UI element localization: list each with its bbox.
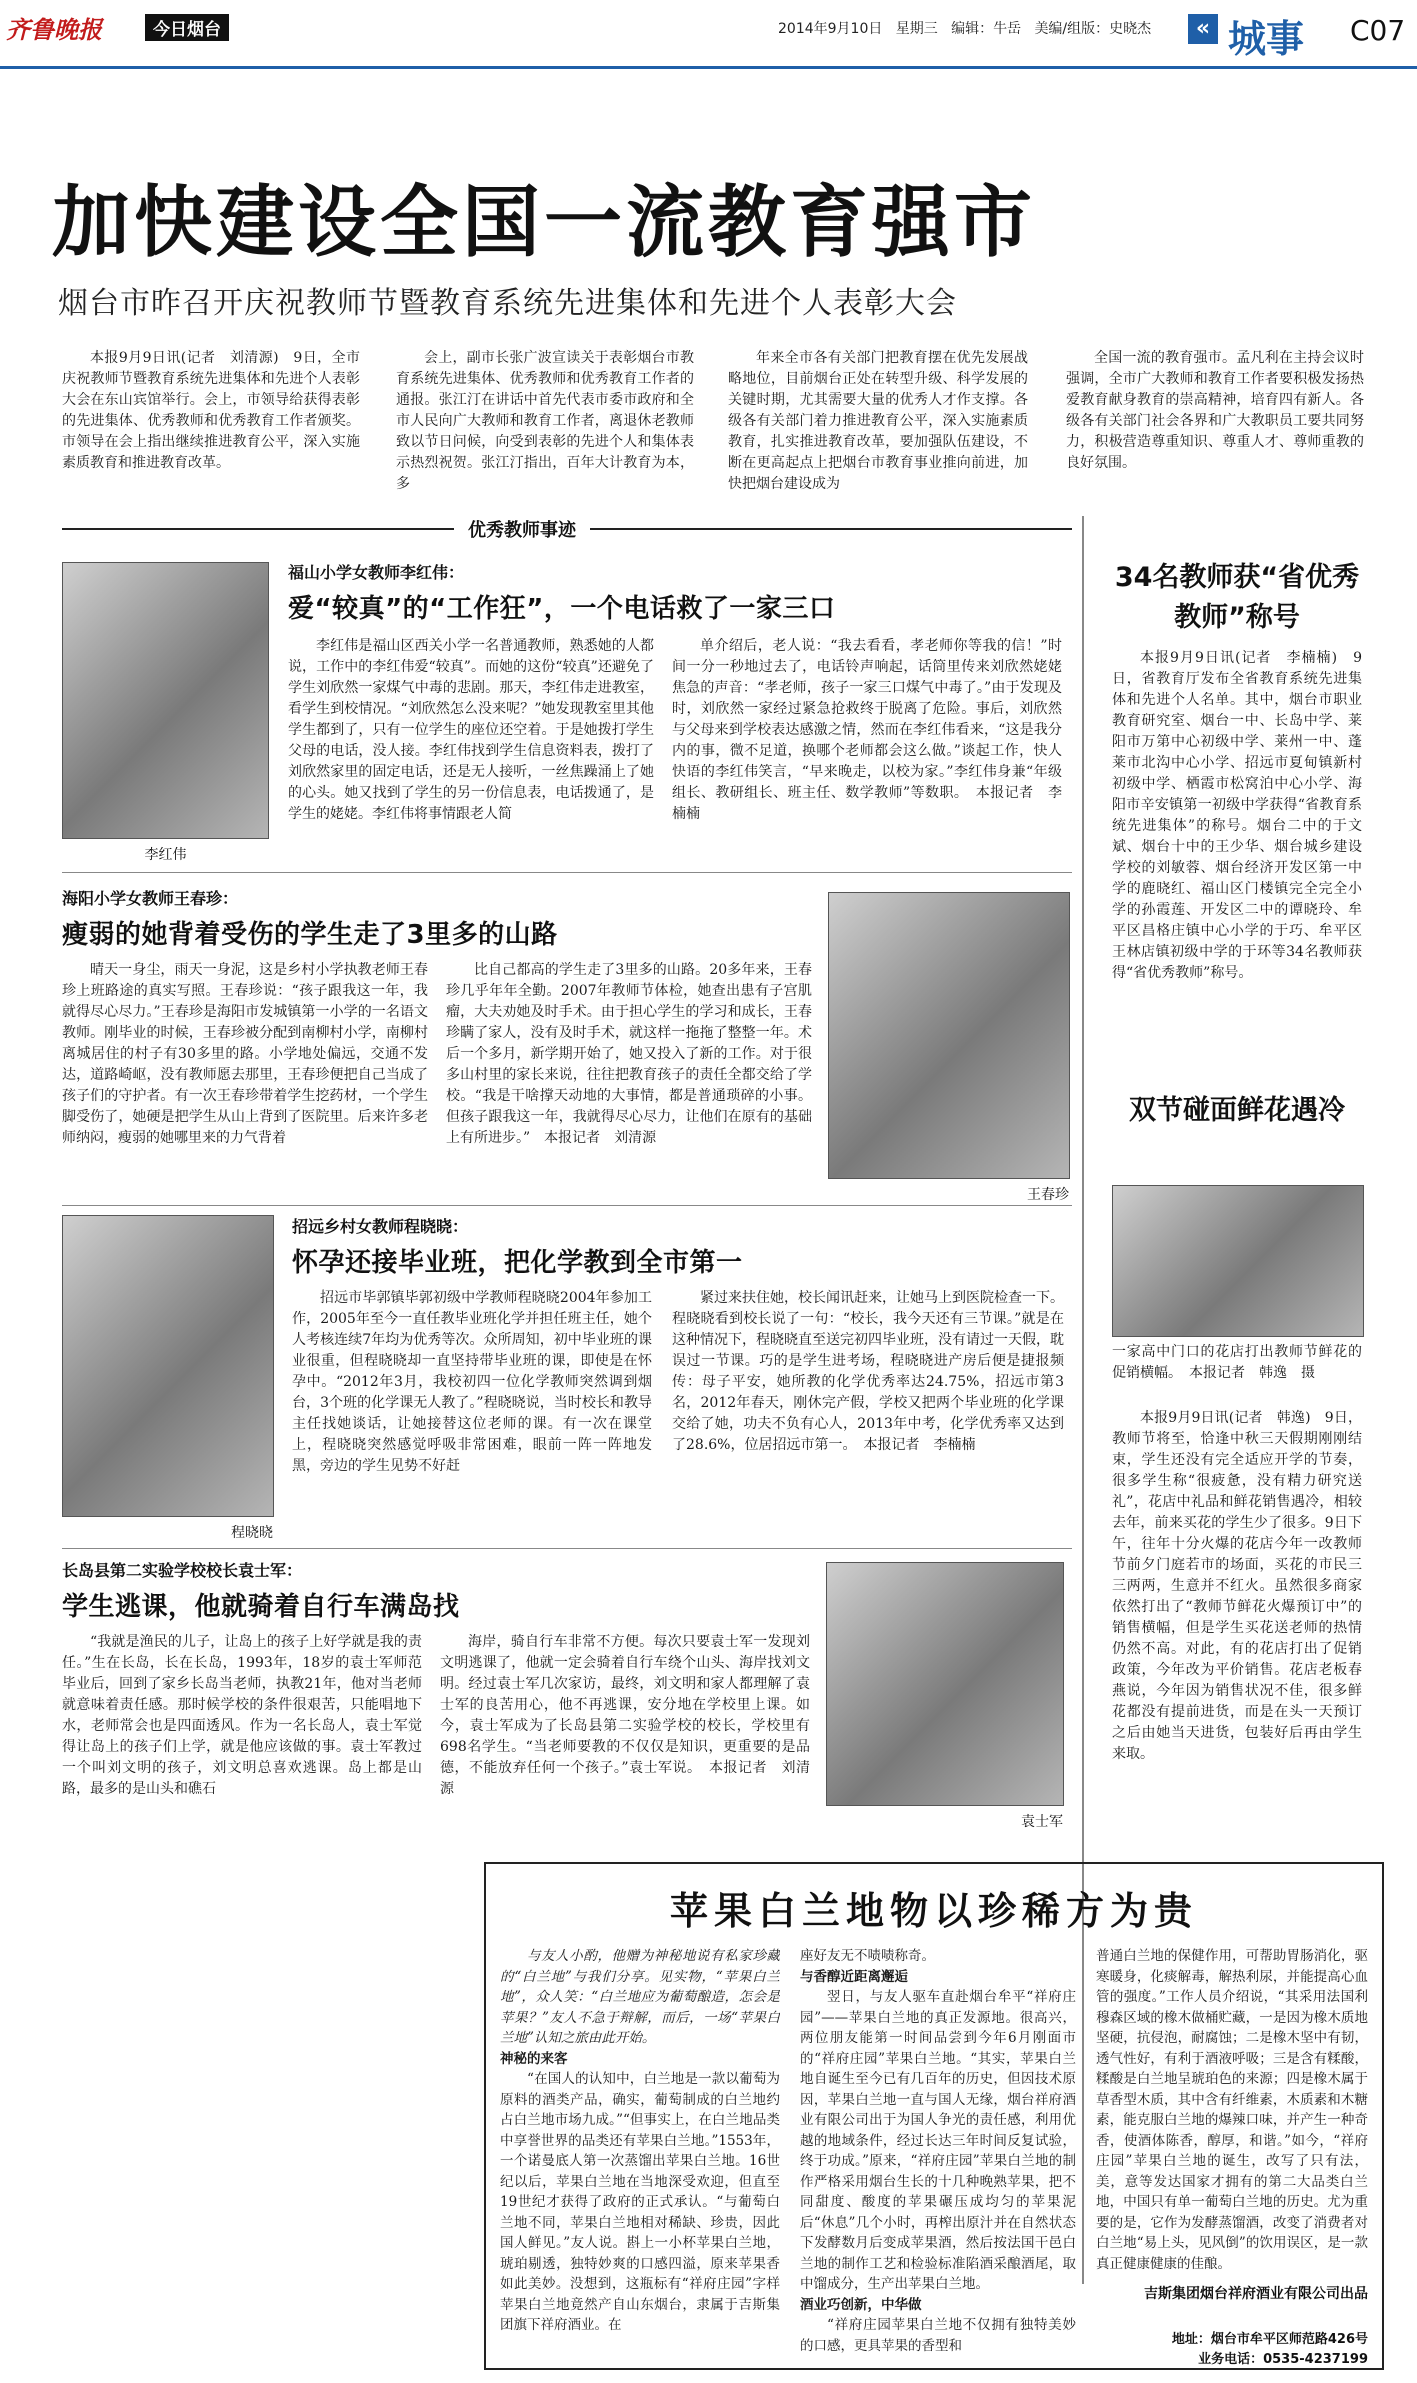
advert-p5: 普通白兰地的保健作用，可帮助胃肠消化，驱寒暖身，化痰解毒，解热利尿，并能提高心血管的强度。”工作人员介绍说，“其采用法国利穆森区域的橡木做桶贮藏，一是因为橡木质地坚硬，抗侵泡，耐腐蚀；二是橡木坚中有韧，透气性好，有利于酒液呼吸；三是含有糅酸，糅酸是白兰地呈琥珀色的来源；四是橡木属于草香型木质，其中含有纤维素，木质素和木糖素，能克服白兰地的爆辣口味，并产生一种奇香，使酒体陈香，醇厚，和谐。”如今，“祥府庄园”苹果白兰地的诞生，改写了只有法，美，意等发达国家才拥有的第二大品类白兰地，中国只有单一葡萄白兰地的历史。尤为重要的是，它作为发酵蒸馏酒，改变了消费者对白兰地“易上头，见风倒”的饮用误区，是一款真正健康健康的佳酿。 <box>1096 1948 1368 2272</box>
story3-col-2: 紧过来扶住她，校长闻讯赶来，让她马上到医院检查一下。程晓晓看到校长说了一句：“校长，我今天还有三节课。”就是在这种情况下，程晓晓直至送完初四毕业班，没有请过一天假，耽误过一节课。巧的是学生进考场，程晓晓进产房后便是捷报频传：母子平安，她所教的化学优秀率达24.75%，招远市第3名，2012年春天，刚休完产假，学校又把两个毕业班的化学课交给了她，功夫不负有心人，2013年中考，化学优秀率又达到了28.6%，位居招远市第一。 本报记者 李楠楠 <box>672 1290 1064 1453</box>
story2-col-1: 晴天一身尘，雨天一身泥，这是乡村小学执教老师王春珍上班路途的真实写照。王春珍说：“孩子跟我这一年，我就得尽心尽力。”王春珍是海阳市发城镇第一小学的一名语文教师。刚毕业的时候，王春珍被分配到南柳村小学，南柳村离城居住的村子有30多里的路。小学地处偏远，交通不发达，道路崎岖，没有教师愿去那里，王春珍便把自己当成了孩子们的守护者。有一次王春珍带着学生挖药材，一个学生脚受伤了，她硬是把学生从山上背到了医院里。后来许多老师纳闷，瘦弱的她哪里来的力气背着 <box>62 962 428 1146</box>
lead-subtitle: 烟台市昨召开庆祝教师节暨教育系统先进集体和先进个人表彰大会 <box>58 286 957 321</box>
story1-title: 爱“较真”的“工作狂”，一个电话救了一家三口 <box>288 594 836 624</box>
brief1-text: 本报9月9日讯(记者 李楠楠) 9日，省教育厅发布全省教育系统先进集体和先进个人名单。其中，烟台市职业教育研究室、烟台一中、长岛中学、莱阳市万第中心初级中学、莱州一中、蓬莱市北沟中心小学、招远市夏甸镇新村初级中学、栖霞市松窝泊中心小学、海阳市辛安镇第一初级中学获得“省教育系统先进集体”的称号。烟台二中的于文斌、烟台十中的王少华、烟台城乡建设学校的刘敏蓉、烟台经济开发区第一中学的鹿晓红、福山区门楼镇完全完全小学的孙霞莲、开发区二中的谭晓玲、牟平区昌格庄镇中心小学的于巧、牟平区王林店镇初级中学的于环等34名教师获得“省优秀教师”称号。 <box>1112 650 1362 981</box>
masthead <box>0 0 1417 70</box>
advert-phone: 业务电话：0535-4237199 <box>1198 2352 1368 2367</box>
paper-logo: 齐鲁晚报 <box>6 15 102 44</box>
photo-yuan-shijun <box>826 1562 1064 1830</box>
issue-design: 美编/组版：史晓杰 <box>1034 21 1152 37</box>
advert-sub3: 酒业巧创新，中华做 <box>800 2296 922 2313</box>
brief2-title: 双节碰面鲜花遇冷 <box>1129 1095 1345 1126</box>
advert-col-2 <box>800 1946 1076 2356</box>
advert-intro: 与友人小酌，他赠为神秘地说有私家珍藏的“白兰地”与我们分享。见实物，“苹果白兰地”，众人笑：“白兰地应为葡萄酿造，怎会是苹果？”友人不急于辩解，而后，一场“苹果白兰地”认知之旅由此开始。 <box>500 1948 780 2046</box>
photo-caption: 袁士军 <box>1021 1814 1063 1830</box>
issue-weekday: 星期三 <box>895 21 938 37</box>
page-number: C07 <box>1350 14 1406 47</box>
story2-col-2: 比自己都高的学生走了3里多的山路。20多年来，王春珍几乎年年全勤。2007年教师节体检，她查出患有子宫肌瘤，大夫劝她及时手术。由于担心学生的学习和成长，王春珍瞒了家人，没有及时手术，就这样一拖拖了整整一年。术后一个多月，新学期开始了，她又投入了新的工作。对于很多山村里的家长来说，往往把教育孩子的责任全都交给了学校。“我是干啥撑天动地的大事情，都是普通琐碎的小事。但孩子跟我这一年，我就得尽心尽力，让他们在原有的基础上有所进步。” 本报记者 刘清源 <box>446 962 812 1146</box>
lead-col-1: 本报9月9日讯(记者 刘清源) 9日，全市庆祝教师节暨教育系统先进集体和先进个人表彰大会在东山宾馆举行。会上，市领导给获得表彰的先进集体、优秀教师和优秀教育工作者颁奖。市领导在会上指出继续推进教育公平，深入实施素质教育和推进教育改革。 <box>62 350 360 471</box>
story4-col-1: “我就是渔民的儿子，让岛上的孩子上好学就是我的责任。”生在长岛，长在长岛，1993年，18岁的袁士军师范毕业后，回到了家乡长岛当老师，执教21年，他对当老师就意味着责任感。那时候学校的条件很艰苦，只能唱地下水，老师常会也是四面透风。作为一名长岛人，袁士军觉得让岛上的孩子们上学，就是他应该做的事。袁士军教过一个叫刘文明的孩子，刘文明总喜欢逃课。岛上都是山路，最多的是山头和礁石 <box>62 1634 422 1797</box>
lead-col-3: 年来全市各有关部门把教育摆在优先发展战略地位，目前烟台正处在转型升级、科学发展的关键时期，尤其需要大量的优秀人才作支撑。各级各有关部门着力推进教育公平，深入实施素质教育，扎实推进教育改革，要加强队伍建设，不断在更高起点上把烟台市教育事业推向前进，加快把烟台建设成为 <box>728 350 1028 492</box>
advert-title: 苹果白兰地物以珍稀方为贵 <box>669 1889 1198 1933</box>
photo-caption: 程晓晓 <box>231 1525 273 1541</box>
photo-caption: 李红伟 <box>144 847 187 863</box>
story2-kicker: 海阳小学女教师王春珍： <box>62 889 239 908</box>
story1-kicker: 福山小学女教师李红伟： <box>288 563 465 582</box>
lead-col-4: 全国一流的教育强市。孟凡利在主持会议时强调，全市广大教师和教育工作者要积极发扬热爱教育献身教育的崇高精神，培育四有新人。各级各有关部门社会各界和广大教职员工要共同努力，积极营造尊重知识、尊重人才、尊师重教的良好氛围。 <box>1066 350 1364 471</box>
story3-title: 怀孕还接毕业班，把化学教到全市第一 <box>292 1248 743 1278</box>
photo-li-hongwei <box>62 562 269 863</box>
story1-col-2: 单介绍后，老人说：“我去看看，孝老师你等我的信！”时间一分一秒地过去了，电话铃声响起，话筒里传来刘欣然姥姥焦急的声音：“孝老师，孩子一家三口煤气中毒了。”由于发现及时，刘欣然一家经过紧急抢救终于脱离了危险。事后，刘欣然与父母来到学校表达感激之情，然而在李红伟看来，“这是我分内的事，微不足道，换哪个老师都会这么做。”谈起工作，快人快语的李红伟笑言，“早来晚走，以校为家。”李红伟身兼“年级组长、教研组长、班主任、数学教师”等数职。 本报记者 李楠楠 <box>672 638 1062 822</box>
photo-caption: 王春珍 <box>1027 1187 1069 1203</box>
brief2-caption: 一家高中门口的花店打出教师节鲜花的促销横幅。 本报记者 韩逸 摄 <box>1112 1344 1362 1381</box>
story4-col-2: 海岸，骑自行车非常不方便。每次只要袁士军一发现刘文明逃课了，他就一定会骑着自行车绕个山头、海岸找刘文明。经过袁士军几次家访，最终，刘文明和家人都理解了袁士军的良苦用心，他不再逃课，安分地在学校里上课。如今，袁士军成为了长岛县第二实验学校的校长，学校里有698名学生。“当老师要教的不仅仅是知识，更重要的是品德，不能放弃任何一个孩子。”袁士军说。 本报记者 刘清源 <box>440 1634 810 1797</box>
story4-title: 学生逃课，他就骑着自行车满岛找 <box>62 1592 460 1622</box>
section-banner: 优秀教师事迹 <box>454 516 590 542</box>
section-name: 今日烟台 <box>145 14 229 41</box>
photo-wang-chunzhen <box>828 892 1070 1203</box>
story3-kicker: 招远乡村女教师程晓晓： <box>292 1217 469 1236</box>
story4-kicker: 长岛县第二实验学校校长袁士军： <box>62 1561 303 1580</box>
photo-cheng-xiaoxiao <box>62 1215 274 1541</box>
story2-title: 瘦弱的她背着受伤的学生走了3里多的山路 <box>62 920 558 950</box>
chevron-left-icon: « <box>1188 14 1218 44</box>
advert-p3: 翌日，与友人驱车直赴烟台牟平“祥府庄园”——苹果白兰地的真正发源地。很高兴，两位朋友能第一时间品尝到今年6月刚面市的“祥府庄园”苹果白兰地。“其实，苹果白兰地自诞生至今已有几百年的历史，但因技术原因，苹果白兰地一直与国人无缘，烟台祥府酒业有限公司出于为国人争光的责任感，利用优越的地域条件，经过长达三年时间反复试验，终于功成。”原来，“祥府庄园”苹果白兰地的制作严格采用烟台生长的十几种晚熟苹果，把不同甜度、酸度的苹果碾压成均匀的苹果泥后“休息”几个小时，再榨出原汁并在自然状态下发酵数月后变成苹果酒，然后按法国干邑白兰地的制作工艺和检验标准陷酒采酿酒尾，取中馏成分，生产出苹果白兰地。 <box>800 1989 1076 2292</box>
photo-flower-shop <box>1112 1185 1364 1337</box>
advert-p4: “祥府庄园苹果白兰地不仅拥有独特美妙的口感，更具苹果的香型和 <box>800 2317 1076 2354</box>
issue-info <box>778 18 1151 38</box>
column-badge <box>1188 8 1338 61</box>
story3-col-1: 招远市毕郭镇毕郭初级中学教师程晓晓2004年参加工作，2005年至今一直任教毕业班化学并担任班主任，她个人考核连续7年均为优秀等次。众所周知，初中毕业班的课业很重，但程晓晓却一直坚持带毕业班的课，即使是在怀孕中。“2012年3月，我校初四一位化学教师突然调到烟台，3个班的化学课无人教了。”程晓晓说，当时校长和教导主任找她谈话，让她接替这位老师的课。有一次在课堂上，程晓晓突然感觉呼吸非常困难，眼前一阵一阵地发黑，旁边的学生见势不好赶 <box>292 1290 652 1474</box>
advert-sub1: 神秘的来客 <box>500 2050 568 2067</box>
advert-sub2: 与香醇近距离邂逅 <box>800 1968 908 1985</box>
advert-p2: 座好友无不啧啧称奇。 <box>800 1948 935 1964</box>
advert-col-3 <box>1096 1946 1368 2278</box>
lead-col-2: 会上，副市长张广波宣读关于表彰烟台市教育系统先进集体、优秀教师和优秀教育工作者的通报。张江汀在讲话中首先代表市委市政府和全市人民向广大教师和教育工作者，离退休老教师致以节日问候，向受到表彰的先进个人和集体表示热烈祝贺。张江汀指出，百年大计教育为本，多 <box>396 350 694 492</box>
brief1-title: 34名教师获“省优秀教师”称号 <box>1114 562 1360 633</box>
issue-editor: 编辑：牛岳 <box>951 21 1022 37</box>
story1-col-1: 李红伟是福山区西关小学一名普通教师，熟悉她的人都说，工作中的李红伟爱“较真”。而她的这份“较真”还避免了学生刘欣然一家煤气中毒的悲剧。那天，李红伟走进教室，看学生到校情况。“刘欣然怎么没来呢？”她发现教室里其他学生都到了，只有一位学生的座位还空着。于是她拨打学生父母的电话，没人接。李红伟找到学生信息资料表，拨打了刘欣然家里的固定电话，还是无人接听，一丝焦躁涌上了她的心头。她又找到了学生的另一份信息表，电话拨通了，是学生的姥姥。李红伟将事情跟老人简 <box>288 638 654 822</box>
advert-company: 吉斯集团烟台祥府酒业有限公司出品 <box>1144 2286 1368 2302</box>
advert-col-1 <box>500 1946 780 2356</box>
advert-address: 地址：烟台市牟平区师范路426号 <box>1171 2332 1368 2347</box>
lead-title: 加快建设全国一流教育强市 <box>52 178 1037 268</box>
issue-date: 2014年9月10日 <box>778 21 883 37</box>
brief2-text: 本报9月9日讯(记者 韩逸) 9日，教师节将至，恰逢中秋三天假期刚刚结束，学生还没有完全适应开学的节奏，很多学生称“很疲惫，没有精力研究送礼”，花店中礼品和鲜花销售遇冷，相较去年，前来买花的学生少了很多。9日下午，往年十分火爆的花店今年一改教师节前夕门庭若市的场面，买花的市民三三两两，生意并不红火。虽然很多商家依然打出了“教师节鲜花火爆预订中”的销售横幅，但是学生买花送老师的热情仍然不高。对此，有的花店打出了促销政策，今年改为平价销售。花店老板春燕说，今年因为销售状况不佳，很多鲜花都没有提前进货，而是在头一天预订之后由她当天进货，包装好后再由学生来取。 <box>1112 1410 1362 1762</box>
column-name: 城事 <box>1228 17 1305 61</box>
advert-p1: “在国人的认知中，白兰地是一款以葡萄为原料的酒类产品，确实，葡萄制成的白兰地约占白兰地市场九成。”“但事实上，在白兰地品类中享誉世界的品类还有苹果白兰地。”1553年，一个诺曼底人第一次蒸馏出苹果白兰地。16世纪以后，苹果白兰地在当地深受欢迎，但直至19世纪才获得了政府的正式承认。“与葡萄白兰地不同，苹果白兰地相对稀缺、珍贵，因此国人鲜见。”友人说。斟上一小杯苹果白兰地，琥珀剔透，独特妙爽的口感四溢，原来苹果香如此美妙。没想到，这瓶标有“祥府庄园”字样苹果白兰地竟然产自山东烟台，隶属于吉斯集团旗下祥府酒业。在 <box>500 2071 780 2333</box>
